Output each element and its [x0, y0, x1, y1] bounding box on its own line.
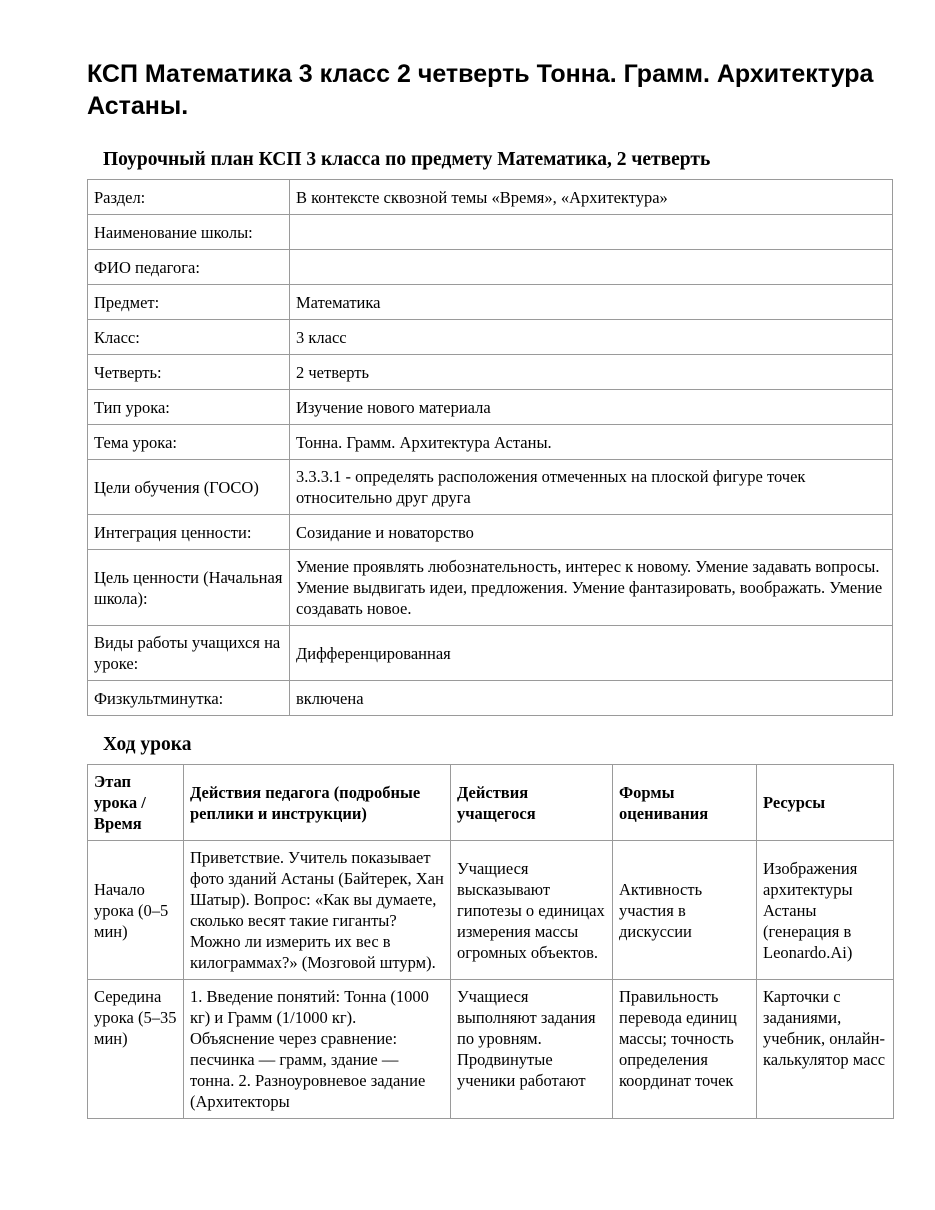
stage-cell: Начало урока (0–5 мин): [88, 841, 184, 980]
student-cell: Учащиеся выполняют задания по уровням. Продвинутые ученики работают: [451, 980, 613, 1119]
teacher-cell: 1. Введение понятий: Тонна (1000 кг) и Грамм (1/1000 кг). Объяснение через сравнение: песчинка — грамм, здание — тонна. 2. Разноуровневое задание (Архитекторы: [184, 980, 451, 1119]
info-value: 2 четверть: [290, 355, 893, 390]
info-row: [88, 320, 893, 355]
info-value: [290, 250, 893, 285]
resources-cell: Карточки с заданиями, учебник, онлайн-калькулятор масс: [757, 980, 894, 1119]
info-row: [88, 626, 893, 681]
plan-heading: Поурочный план КСП 3 класса по предмету Математика, 2 четверть: [103, 149, 711, 170]
info-value: Математика: [290, 285, 893, 320]
info-label: Четверть:: [88, 355, 290, 390]
info-value: включена: [290, 681, 893, 716]
info-row: [88, 425, 893, 460]
info-row: [88, 390, 893, 425]
resources-cell: Изображения архитектуры Астаны (генерация в Leonardo.Ai): [757, 841, 894, 980]
info-label: Интеграция ценности:: [88, 515, 290, 550]
info-label: Раздел:: [88, 180, 290, 215]
table-header-row: [88, 765, 894, 841]
lesson-flow-heading: Ход урока: [103, 734, 192, 755]
info-value: Дифференцированная: [290, 626, 893, 681]
column-header-stage: Этап урока / Время: [88, 765, 184, 841]
info-label: Тип урока:: [88, 390, 290, 425]
info-value: 3 класс: [290, 320, 893, 355]
info-row: [88, 460, 893, 515]
info-row: [88, 250, 893, 285]
assessment-cell: Активность участия в дискуссии: [613, 841, 757, 980]
info-label: Цель ценности (Начальная школа):: [88, 550, 290, 626]
info-value: Созидание и новаторство: [290, 515, 893, 550]
info-value: Тонна. Грамм. Архитектура Астаны.: [290, 425, 893, 460]
teacher-cell: Приветствие. Учитель показывает фото зданий Астаны (Байтерек, Хан Шатыр). Вопрос: «Как вы думаете, сколько весят такие гиганты? Можно ли измерить их вес в килограммах?» (Мозговой штурм).: [184, 841, 451, 980]
lesson-flow-table: [87, 764, 894, 1119]
column-header-resources: Ресурсы: [757, 765, 894, 841]
info-label: Предмет:: [88, 285, 290, 320]
info-value: Умение проявлять любознательность, интерес к новому. Умение задавать вопросы. Умение выдвигать идеи, предложения. Умение фантазировать, воображать. Умение создавать новое.: [290, 550, 893, 626]
lesson-info-table: [87, 179, 893, 716]
info-label: Наименование школы:: [88, 215, 290, 250]
info-row: [88, 285, 893, 320]
column-header-student: Действия учащегося: [451, 765, 613, 841]
info-label: Тема урока:: [88, 425, 290, 460]
info-value: В контексте сквозной темы «Время», «Архитектура»: [290, 180, 893, 215]
assessment-cell: Правильность перевода единиц массы; точность определения координат точек: [613, 980, 757, 1119]
page-title: КСП Математика 3 класс 2 четверть Тонна. Грамм. Архитектура Астаны.: [87, 60, 874, 120]
info-row: [88, 355, 893, 390]
info-value: Изучение нового материала: [290, 390, 893, 425]
column-header-teacher: Действия педагога (подробные реплики и инструкции): [184, 765, 451, 841]
table-row: [88, 841, 894, 980]
info-label: ФИО педагога:: [88, 250, 290, 285]
table-row: [88, 980, 894, 1119]
info-label: Цели обучения (ГОСО): [88, 460, 290, 515]
info-row: [88, 180, 893, 215]
info-row: [88, 681, 893, 716]
info-row: [88, 215, 893, 250]
student-cell: Учащиеся высказывают гипотезы о единицах измерения массы огромных объектов.: [451, 841, 613, 980]
info-row: [88, 515, 893, 550]
document-page: [87, 58, 893, 1111]
info-value: 3.3.3.1 - определять расположения отмеченных на плоской фигуре точек относительно друг друга: [290, 460, 893, 515]
stage-cell: Середина урока (5–35 мин): [88, 980, 184, 1119]
info-label: Класс:: [88, 320, 290, 355]
info-row: [88, 550, 893, 626]
info-label: Виды работы учащихся на уроке:: [88, 626, 290, 681]
column-header-assessment: Формы оценивания: [613, 765, 757, 841]
info-value: [290, 215, 893, 250]
info-label: Физкультминутка:: [88, 681, 290, 716]
